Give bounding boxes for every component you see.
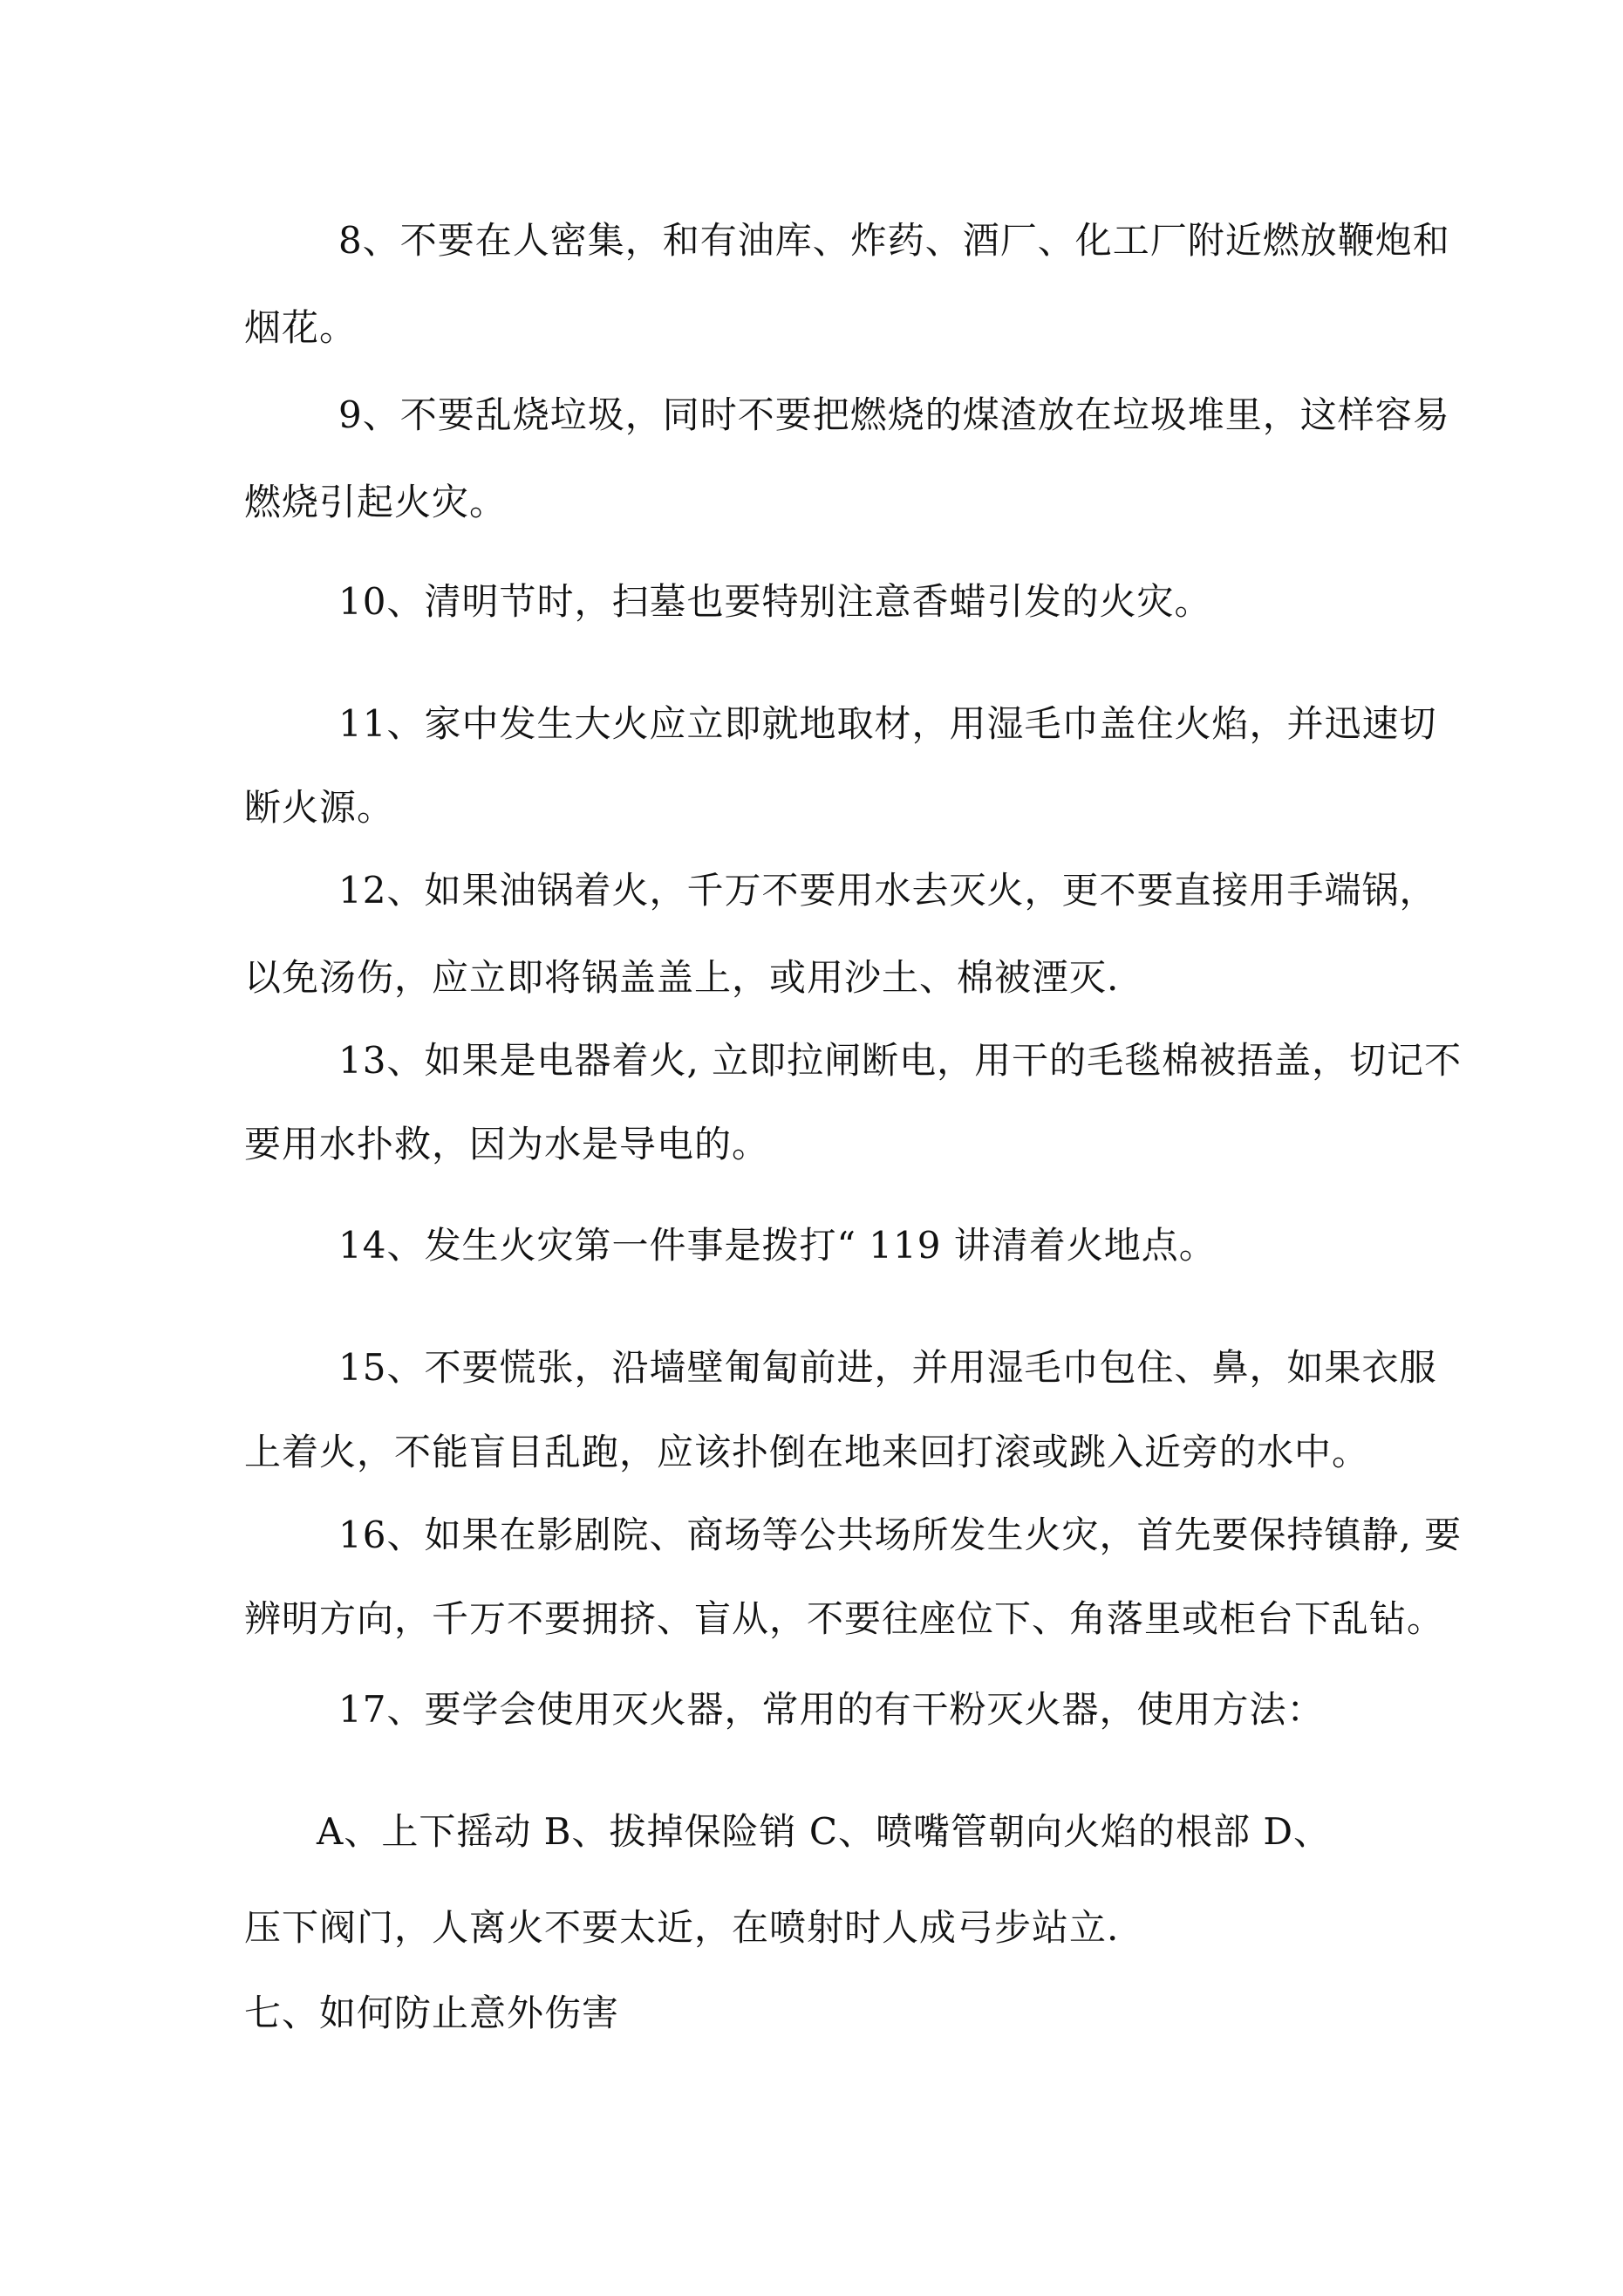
- text-line-item-10: 10、清明节时，扫墓也要特别注意香蜡引发的火灾。: [338, 580, 1212, 623]
- text-line-item-16: 16、如果在影剧院、商场等公共场所发生火灾，首先要保持镇静, 要: [338, 1514, 1463, 1556]
- text-line-item-15: 15、不要慌张，沿墙壁匍匐前进，并用湿毛巾包住、鼻，如果衣服: [338, 1346, 1437, 1389]
- text-line-item-13-cont: 要用水扑救，因为水是导电的。: [244, 1123, 770, 1165]
- text-line-item-14: 14、发生火灾第一件事是拨打“ 119 讲清着火地点。: [338, 1224, 1217, 1267]
- text-line-extinguisher-steps-cont: 压下阀门，人离火不要太近，在喷射时人成弓步站立.: [244, 1906, 1120, 1949]
- text-line-item-11: 11、家中发生大火应立即就地取材，用湿毛巾盖住火焰，并迅速切: [338, 702, 1437, 745]
- text-line-extinguisher-steps: A、上下摇动 B、拔掉保险销 C、喷嘴管朝向火焰的根部 D、: [317, 1810, 1332, 1853]
- text-line-item-13: 13、如果是电器着火, 立即拉闸断电，用干的毛毯棉被捂盖，切记不: [338, 1039, 1463, 1082]
- text-line-item-16-cont: 辨明方向，千万不要拥挤、盲从，不要往座位下、角落里或柜台下乱钻。: [244, 1597, 1445, 1640]
- text-line-item-12-cont: 以免汤伤，应立即将锅盖盖上，或用沙土、棉被湮灭.: [244, 956, 1120, 999]
- text-line-item-12: 12、如果油锅着火，千万不要用水去灭火，更不要直接用手端锅，: [338, 869, 1437, 912]
- text-line-item-8: 8、不要在人密集，和有油库、炸药、酒厂、化工厂附近燃放鞭炮和: [338, 219, 1450, 262]
- text-line-item-11-cont: 断火源。: [244, 786, 395, 829]
- text-line-item-8-cont: 烟花。: [244, 306, 358, 349]
- section-heading: 七、如何防止意外伤害: [244, 1992, 620, 2034]
- text-line-item-9-cont: 燃烧引起火灾。: [244, 481, 508, 523]
- text-line-item-9: 9、不要乱烧垃圾，同时不要把燃烧的煤渣放在垃圾堆里，这样容易: [338, 393, 1450, 436]
- text-line-item-17: 17、要学会使用灭火器，常用的有干粉灭火器，使用方法：: [338, 1688, 1325, 1731]
- text-line-item-15-cont: 上着火，不能盲目乱跑，应该扑倒在地来回打滚或跳入近旁的水中。: [244, 1431, 1370, 1473]
